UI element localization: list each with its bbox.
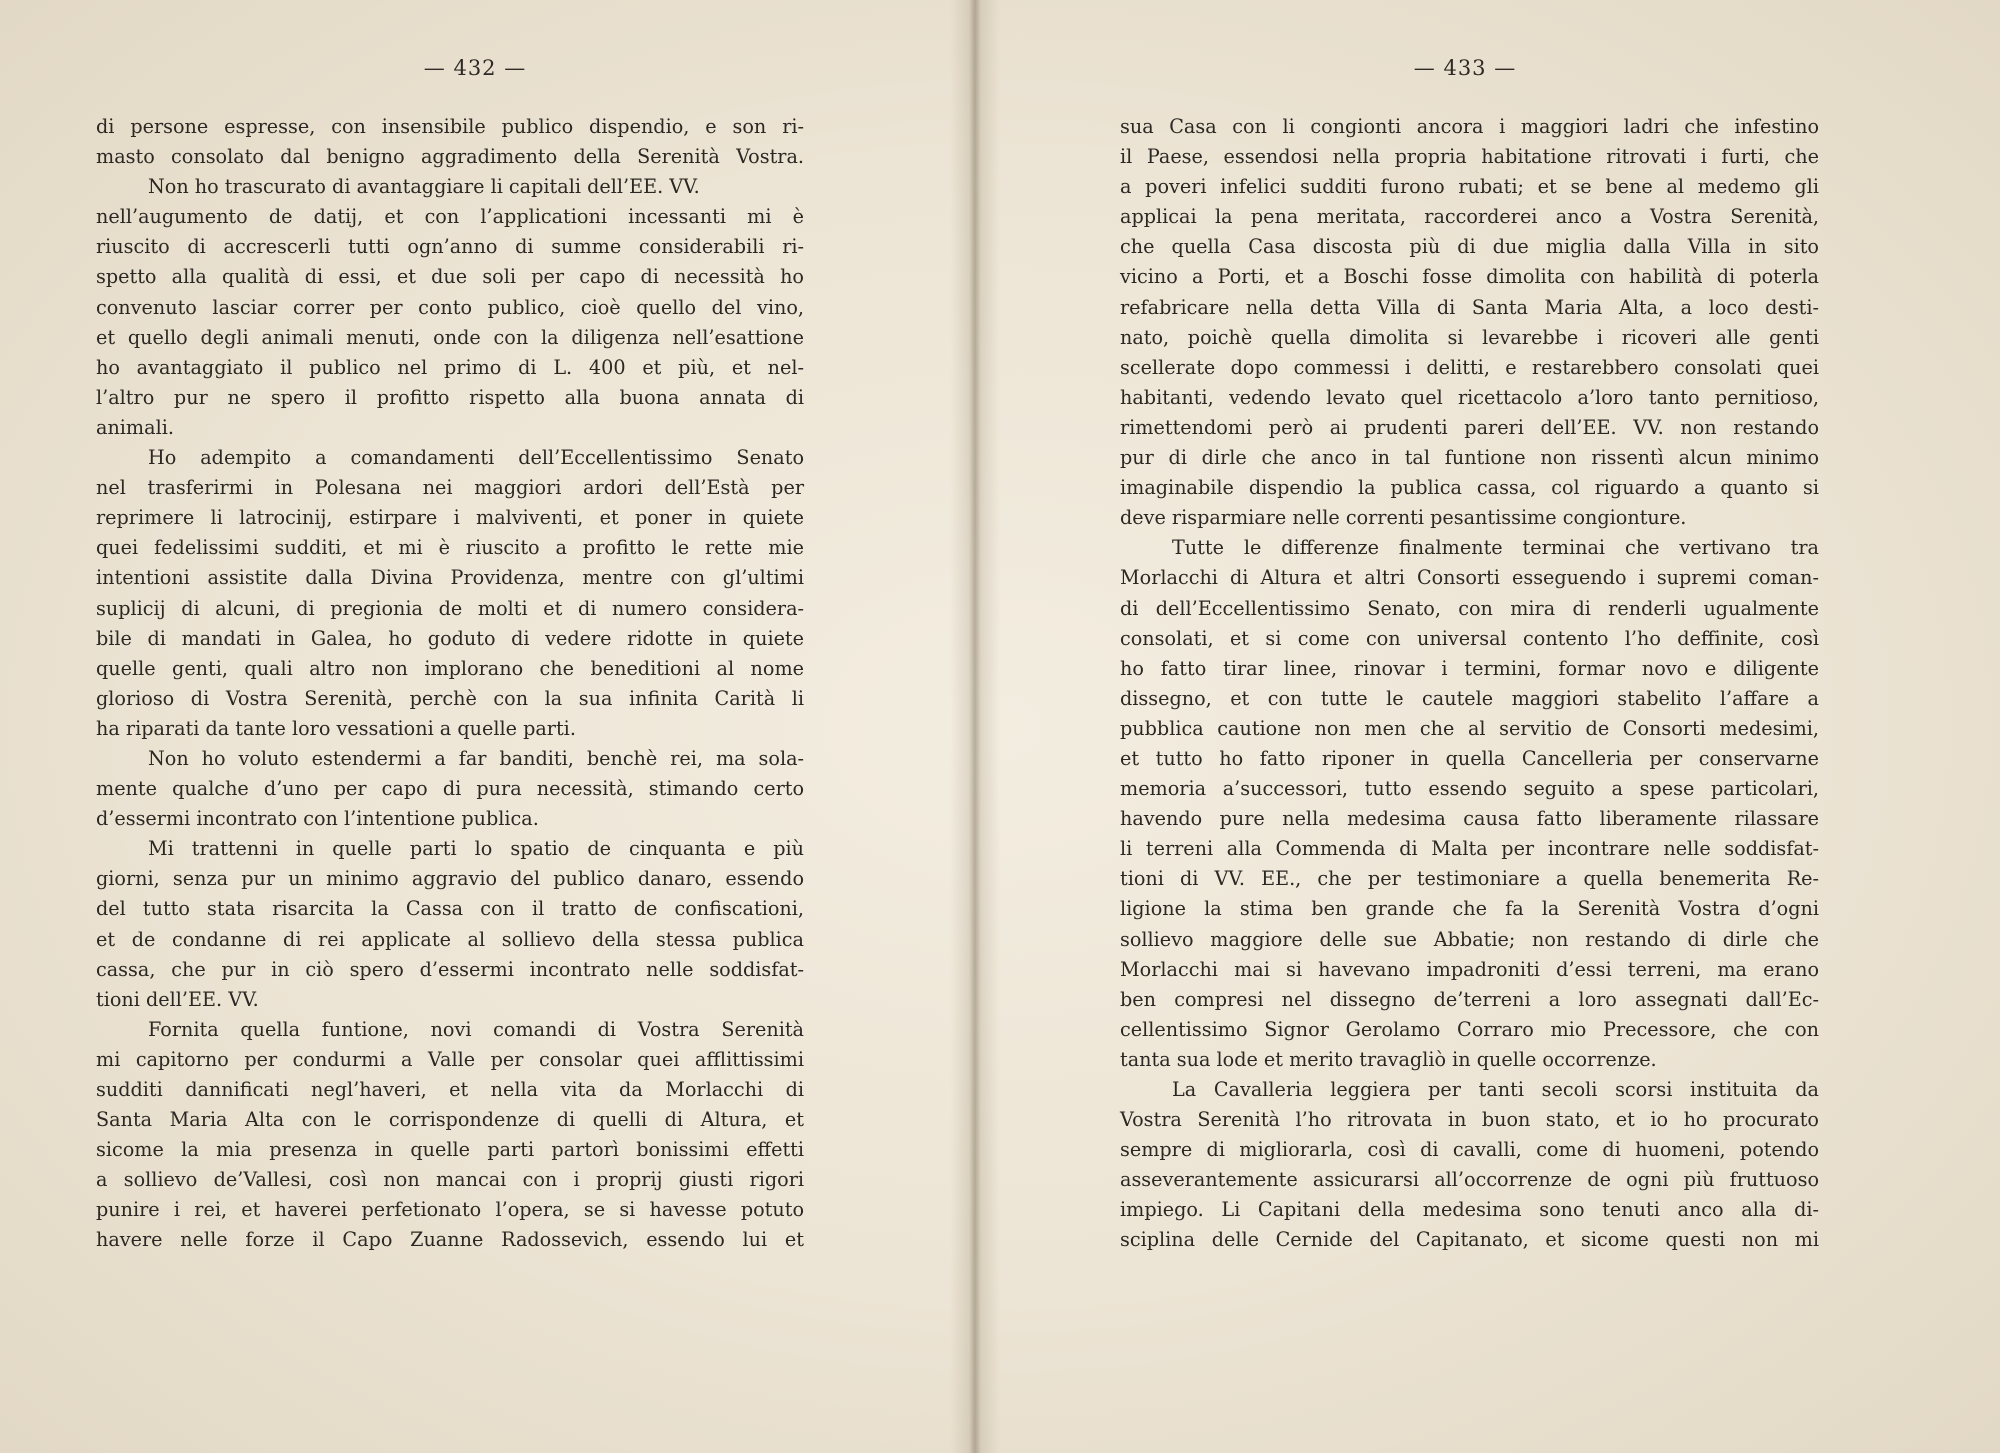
- text-line: Vostra Serenità l’ho ritrovata in buon stato, et io ho procurato: [1120, 1108, 1819, 1132]
- text-line: et quello degli animali menuti, onde con la diligenza nell’esattione: [96, 325, 804, 349]
- text-line: mi capitorno per condurmi a Valle per consolar quei afflittissimi: [96, 1047, 804, 1071]
- text-line: d’essermi incontrato con l’intentione publica.: [96, 807, 539, 831]
- text-line: La Cavalleria leggiera per tanti secoli scorsi instituita da: [1172, 1078, 1819, 1101]
- text-line: sicome la mia presenza in quelle parti partorì bonissimi effetti: [96, 1138, 804, 1162]
- text-line: cassa, che pur in ciò spero d’essermi incontrato nelle soddisfat-: [96, 957, 804, 981]
- text-line: tioni di VV. EE., che per testimoniare a quella benemerita Re-: [1120, 867, 1819, 891]
- text-line: suplicij di alcuni, di pregionia de molti et di numero considera-: [96, 596, 804, 620]
- text-line: sua Casa con li congionti ancora i maggiori ladri che infestino: [1120, 115, 1819, 138]
- text-line: nell’augumento de datij, et con l’applicationi incessanti mi è: [96, 205, 804, 229]
- text-line: havere nelle forze il Capo Zuanne Radossevich, essendo lui et: [96, 1228, 804, 1252]
- text-line: a sollievo de’Vallesi, così non mancai con i proprij giusti rigori: [96, 1168, 804, 1192]
- text-line: bile di mandati in Galea, ho goduto di vedere ridotte in quiete: [96, 626, 804, 650]
- text-line: Tutte le differenze finalmente terminai che vertivano tra: [1172, 536, 1819, 560]
- text-line: ligione la stima ben grande che fa la Serenità Vostra d’ogni: [1120, 897, 1819, 921]
- text-line: refabricare nella detta Villa di Santa Maria Alta, a loco desti-: [1120, 295, 1819, 319]
- text-line: pubblica cautione non men che al servitio de Consorti medesimi,: [1120, 716, 1819, 740]
- text-line: punire i rei, et haverei perfetionato l’opera, se si havesse potuto: [96, 1198, 804, 1222]
- text-line: quelle genti, quali altro non implorano che beneditioni al nome: [96, 656, 804, 680]
- text-line: consolati, et si come con universal contento l’ho deffinite, così: [1120, 626, 1819, 650]
- text-line: Morlacchi di Altura et altri Consorti esseguendo i supremi coman-: [1120, 566, 1819, 590]
- text-line: di dell’Eccellentissimo Senato, con mira di renderli ugualmente: [1120, 596, 1819, 620]
- text-line: et de condanne di rei applicate al sollievo della stessa publica: [96, 927, 804, 951]
- text-line: glorioso di Vostra Serenità, perchè con la sua infinita Carità li: [96, 686, 804, 710]
- text-line: sempre di migliorarla, così di cavalli, come di huomeni, potendo: [1120, 1138, 1819, 1162]
- right-page-number: — 433 —: [1413, 56, 1517, 80]
- text-line: tioni dell’EE. VV.: [96, 987, 259, 1011]
- text-line: convenuto lasciar correr per conto publico, cioè quello del vino,: [96, 295, 804, 319]
- text-line: asseverantemente assicurarsi all’occorrenze de ogni più fruttuoso: [1120, 1168, 1819, 1192]
- text-line: havendo pure nella medesima causa fatto liberamente rilassare: [1120, 807, 1819, 831]
- text-line: del tutto stata risarcita la Cassa con il tratto de confiscationi,: [96, 897, 804, 921]
- text-line: Ho adempito a comandamenti dell’Eccellentissimo Senato: [148, 446, 804, 470]
- text-line: che quella Casa discosta più di due miglia dalla Villa in sito: [1120, 235, 1819, 259]
- left-page: [0, 0, 960, 1453]
- text-line: intentioni assistite dalla Divina Providenza, mentre con gl’ultimi: [96, 566, 804, 590]
- text-line: mente qualche d’uno per capo di pura necessità, stimando certo: [96, 777, 804, 801]
- text-line: ha riparati da tante loro vessationi a quelle parti.: [96, 716, 576, 740]
- text-line: dissegno, et con tutte le cautele maggiori stabelito l’affare a: [1120, 686, 1819, 710]
- text-line: masto consolato dal benigno aggradimento della Serenità Vostra.: [96, 145, 804, 169]
- text-line: ben compresi nel dissegno de’terreni a loro assegnati dall’Ec-: [1120, 987, 1819, 1011]
- text-line: li terreni alla Commenda di Malta per incontrare nelle soddisfat-: [1120, 837, 1819, 861]
- text-line: et tutto ho fatto riponer in quella Cancelleria per conservarne: [1120, 746, 1819, 770]
- text-line: Santa Maria Alta con le corrispondenze di quelli di Altura, et: [96, 1108, 804, 1132]
- text-line: giorni, senza pur un minimo aggravio del publico danaro, essendo: [96, 867, 804, 891]
- text-line: nel trasferirmi in Polesana nei maggiori ardori dell’Està per: [96, 476, 804, 500]
- text-line: cellentissimo Signor Gerolamo Corraro mio Precessore, che con: [1120, 1017, 1819, 1041]
- text-line: Morlacchi mai si havevano impadroniti d’essi terreni, ma erano: [1120, 957, 1819, 981]
- text-line: Fornita quella funtione, novi comandi di Vostra Serenità: [148, 1017, 804, 1041]
- text-line: spetto alla qualità di essi, et due soli per capo di necessità ho: [96, 265, 804, 289]
- text-line: a poveri infelici sudditi furono rubati; et se bene al medemo gli: [1120, 175, 1819, 199]
- text-line: sollievo maggiore delle sue Abbatie; non restando di dirle che: [1120, 927, 1819, 951]
- left-page-number: — 432 —: [423, 56, 527, 80]
- text-line: tanta sua lode et merito travagliò in quelle occorrenze.: [1120, 1047, 1657, 1071]
- left-page-text: [96, 112, 804, 1256]
- text-line: Mi trattenni in quelle parti lo spatio de cinquanta e più: [148, 837, 804, 861]
- text-line: pur di dirle che anco in tal funtione non rissentì alcun minimo: [1120, 446, 1819, 470]
- text-line: sciplina delle Cernide del Capitanato, et sicome questi non mi: [1120, 1228, 1819, 1252]
- text-line: memoria a’successori, tutto essendo seguito a spese particolari,: [1120, 777, 1819, 801]
- right-page-text: [1120, 112, 1819, 1256]
- text-line: rimettendomi però ai prudenti pareri dell’EE. VV. non restando: [1120, 415, 1819, 439]
- text-line: ho fatto tirar linee, rinovar i termini, formar novo e diligente: [1120, 656, 1819, 680]
- text-line: Non ho trascurato di avantaggiare li capitali dell’EE. VV.: [148, 175, 700, 199]
- text-line: imaginabile dispendio la publica cassa, col riguardo a quanto si: [1120, 476, 1819, 500]
- text-line: scellerate dopo commessi i delitti, e restarebbero consolati quei: [1120, 355, 1819, 379]
- text-line: vicino a Porti, et a Boschi fosse dimolita con habilità di poterla: [1120, 265, 1819, 289]
- text-line: habitanti, vedendo levato quel ricettacolo a’loro tanto pernitioso,: [1120, 385, 1819, 409]
- text-line: riuscito di accrescerli tutti ogn’anno di summe considerabili ri-: [96, 235, 804, 259]
- text-line: reprimere li latrocinij, estirpare i malviventi, et poner in quiete: [96, 506, 804, 530]
- text-line: il Paese, essendosi nella propria habitatione ritrovati i furti, che: [1120, 145, 1819, 169]
- text-line: applicai la pena meritata, raccorderei anco a Vostra Serenità,: [1120, 205, 1819, 229]
- text-line: impiego. Li Capitani della medesima sono tenuti anco alla di-: [1120, 1198, 1819, 1222]
- text-line: quei fedelissimi sudditi, et mi è riuscito a profitto le rette mie: [96, 536, 804, 560]
- text-line: deve risparmiare nelle correnti pesantissime congionture.: [1120, 506, 1687, 530]
- text-line: ho avantaggiato il publico nel primo di L. 400 et più, et nel-: [96, 355, 804, 379]
- right-page: [990, 0, 2000, 1453]
- text-line: Non ho voluto estendermi a far banditi, benchè rei, ma sola-: [148, 746, 804, 770]
- text-line: di persone espresse, con insensibile publico dispendio, e son ri-: [96, 115, 804, 138]
- text-line: nato, poichè quella dimolita si levarebbe i ricoveri alle genti: [1120, 325, 1819, 349]
- text-line: sudditi dannificati negl’haveri, et nella vita da Morlacchi di: [96, 1078, 804, 1101]
- text-line: animali.: [96, 415, 174, 439]
- text-line: l’altro pur ne spero il profitto rispetto alla buona annata di: [96, 385, 804, 409]
